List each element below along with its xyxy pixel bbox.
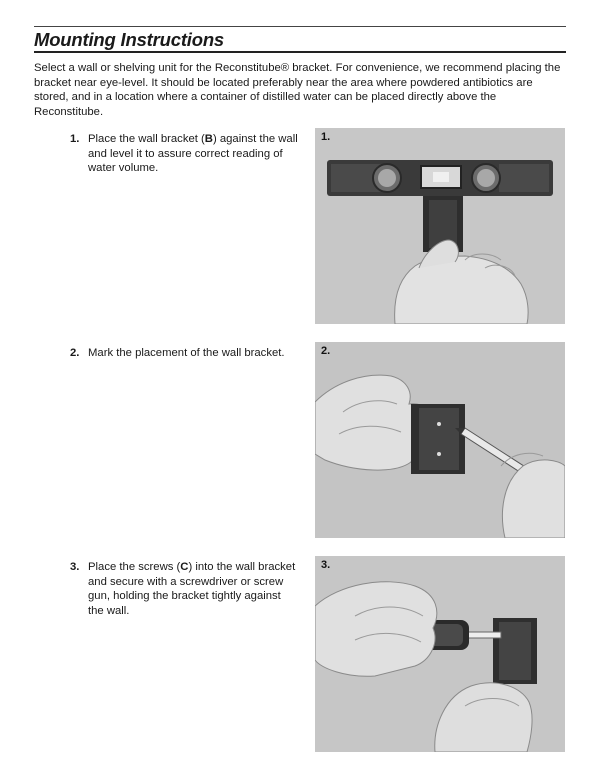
step-text: Mark the placement of the wall bracket. [88,347,285,359]
intro-paragraph: Select a wall or shelving unit for the Reconstitube® bracket. For convenience, we recommend placing the bracket near eye-level. It should be located preferably near the area where powdered antibiotics are stored, and in a location where a container of distilled water can be placed directly above the Reconstitube. [34,62,561,118]
title-rule [34,51,566,53]
top-rule [34,26,566,27]
step-number: 2. [70,347,80,359]
photo-label: 2. [321,345,331,357]
step-1-photo [315,128,565,324]
level-and-bracket-illustration [315,128,565,324]
step-3-photo [315,556,565,752]
step-text: Place the screws (C) into the wall bracket and secure with a screwdriver or screw gun, holding the bracket tightly against the wall. [88,561,296,617]
marking-bracket-illustration [315,342,565,538]
step-3 [70,560,298,618]
page-title: Mounting Instructions [34,29,225,50]
step-2-photo [315,342,565,538]
step-1 [70,132,298,176]
screwing-bracket-illustration [315,556,565,752]
step-2 [70,346,298,361]
photo-label: 1. [321,131,331,143]
step-number: 1. [70,133,80,145]
step-number: 3. [70,561,80,573]
step-text: Place the wall bracket (B) against the wall and level it to assure correct reading of water volume. [88,133,298,175]
photo-label: 3. [321,559,331,571]
